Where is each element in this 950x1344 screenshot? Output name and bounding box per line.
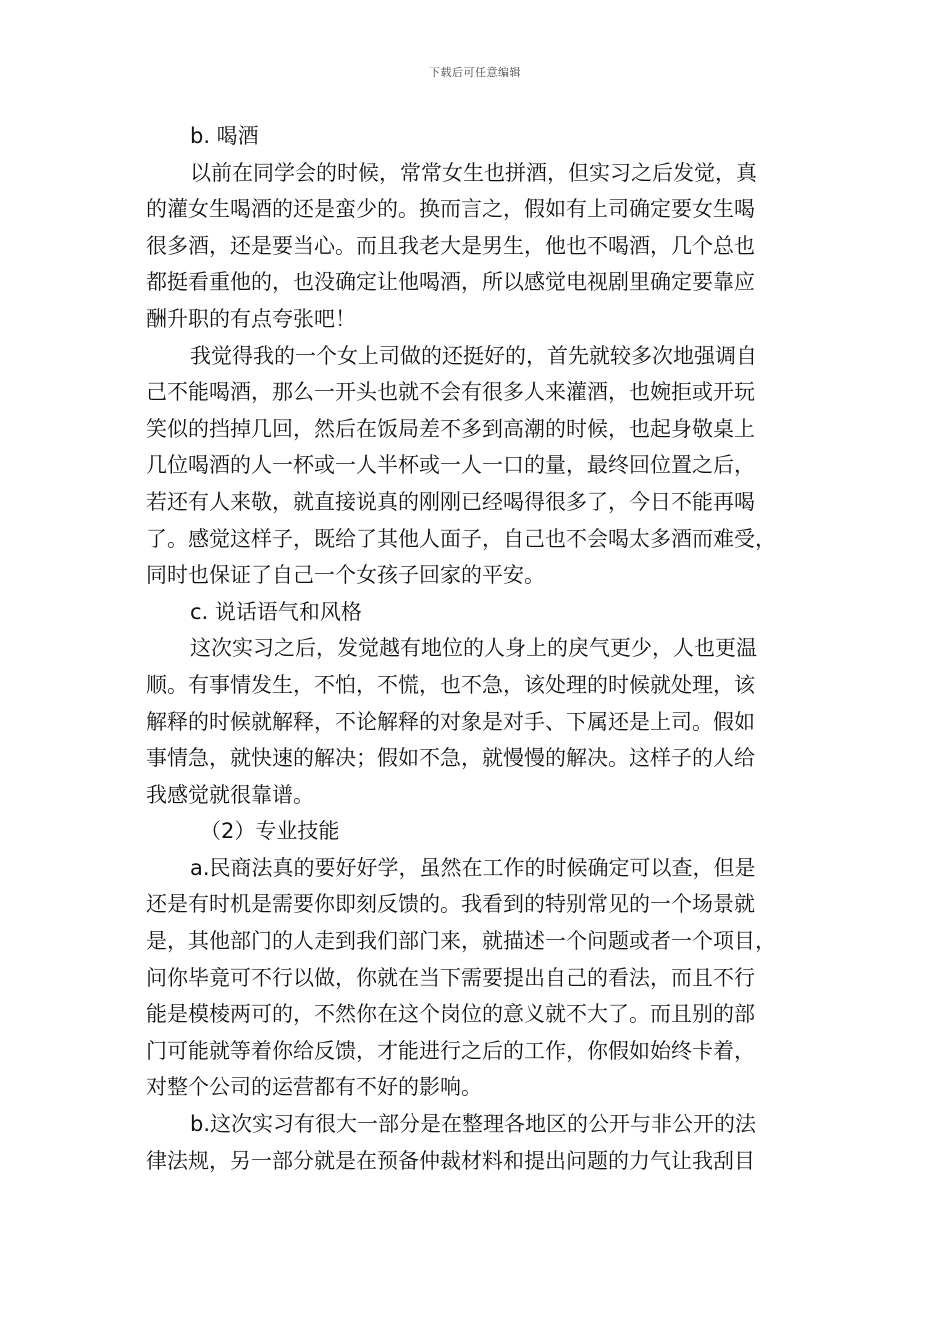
text-line: 己不能喝酒，那么一开头也就不会有很多人来灌酒，也婉拒或开玩 — [146, 380, 755, 405]
text-line: 了。感觉这样子，既给了其他人面子，自己也不会喝太多酒而难受， — [146, 526, 776, 551]
text-line: 问你毕竟可不行以做，你就在当下需要提出自己的看法，而且不行 — [146, 965, 755, 990]
page-header: 下载后可任意编辑 — [429, 66, 521, 79]
text-line: 以前在同学会的时候，常常女生也拼酒，但实习之后发觉，真 — [190, 160, 757, 185]
text-line: 很多酒，还是要当心。而且我老大是男生，他也不喝酒，几个总也 — [146, 233, 755, 258]
document-body — [146, 118, 810, 1179]
text-line: c. 说话语气和风格 — [190, 599, 362, 624]
text-line: a.民商法真的要好好学，虽然在工作的时候确定可以查，但是 — [190, 855, 756, 880]
text-line: 笑似的挡掉几回，然后在饭局差不多到高潮的时候，也起身敬桌上 — [146, 416, 755, 441]
text-line: 若还有人来敬，就直接说真的刚刚已经喝得很多了，今日不能再喝 — [146, 489, 755, 514]
text-line: 事情急，就快速的解决；假如不急，就慢慢的解决。这样子的人给 — [146, 746, 755, 771]
text-line: 同时也保证了自己一个女孩子回家的平安。 — [146, 563, 545, 588]
text-line: 这次实习之后，发觉越有地位的人身上的戾气更少，人也更温 — [190, 636, 757, 661]
text-line: 律法规，另一部分就是在预备仲裁材料和提出问题的力气让我刮目 — [146, 1148, 755, 1173]
text-line: 是，其他部门的人走到我们部门来，就描述一个问题或者一个项目， — [146, 929, 776, 954]
text-line: b.这次实习有很大一部分是在整理各地区的公开与非公开的法 — [190, 1112, 757, 1137]
text-line: 对整个公司的运营都有不好的影响。 — [146, 1075, 482, 1100]
text-line: 能是模棱两可的，不然你在这个岗位的意义就不大了。而且别的部 — [146, 1002, 755, 1027]
text-line: 还是有时机是需要你即刻反馈的。我看到的特别常见的一个场景就 — [146, 892, 755, 917]
text-line: 顺。有事情发生，不怕，不慌，也不急，该处理的时候就处理，该 — [146, 672, 755, 697]
text-line: 几位喝酒的人一杯或一人半杯或一人一口的量，最终回位置之后， — [146, 453, 755, 478]
text-line: 都挺看重他的，也没确定让他喝酒，所以感觉电视剧里确定要靠应 — [146, 270, 755, 295]
text-line: 我感觉就很靠谱。 — [146, 782, 314, 807]
text-line: （2）专业技能 — [200, 819, 340, 844]
text-line: 的灌女生喝酒的还是蛮少的。换而言之，假如有上司确定要女生喝 — [146, 197, 755, 222]
text-line: 解释的时候就解释，不论解释的对象是对手、下属还是上司。假如 — [146, 709, 755, 734]
text-line: 门可能就等着你给反馈，才能进行之后的工作，你假如始终卡着， — [146, 1038, 755, 1063]
text-line: b. 喝酒 — [190, 124, 259, 148]
text-line: 我觉得我的一个女上司做的还挺好的，首先就较多次地强调自 — [190, 343, 757, 368]
text-line: 酬升职的有点夸张吧！ — [146, 306, 356, 331]
